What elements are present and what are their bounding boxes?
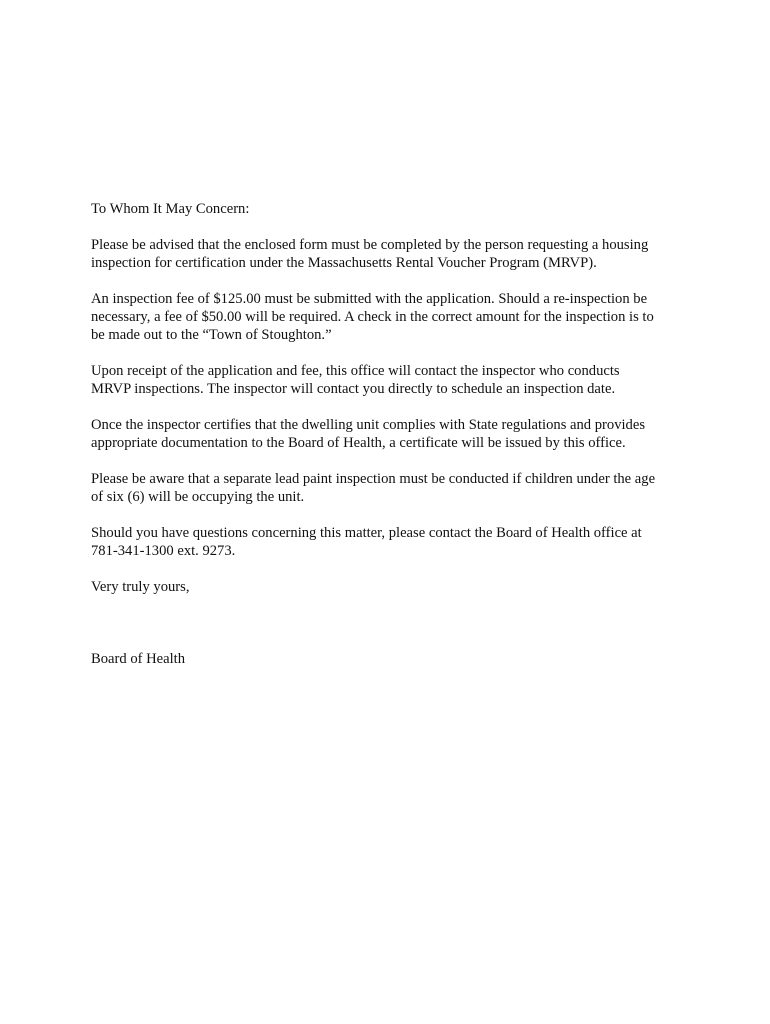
text-line: MRVP inspections. The inspector will contact you directly to schedule an inspection date. bbox=[91, 381, 616, 397]
paragraph-gap bbox=[91, 398, 691, 416]
text-line: Should you have questions concerning this matter, please contact the Board of Health office at bbox=[91, 525, 642, 541]
closing bbox=[91, 578, 691, 596]
letter-body bbox=[91, 200, 691, 668]
signature-space bbox=[91, 596, 691, 650]
text-line: Upon receipt of the application and fee, this office will contact the inspector who conducts bbox=[91, 363, 620, 379]
text-line: inspection for certification under the Massachusetts Rental Voucher Program (MRVP). bbox=[91, 255, 597, 271]
text-line: Please be advised that the enclosed form must be completed by the person requesting a housing bbox=[91, 237, 649, 253]
text-line: Please be aware that a separate lead paint inspection must be conducted if children under the age bbox=[91, 471, 656, 487]
paragraph-inspection-fee bbox=[91, 290, 691, 344]
text-line: Once the inspector certifies that the dwelling unit complies with State regulations and provides bbox=[91, 417, 646, 433]
salutation bbox=[91, 200, 691, 218]
paragraph-inspector-contact bbox=[91, 362, 691, 398]
text-line: 781-341-1300 ext. 9273. bbox=[91, 543, 236, 559]
text-line: be made out to the “Town of Stoughton.” bbox=[91, 327, 332, 343]
paragraph-gap bbox=[91, 344, 691, 362]
text-line: of six (6) will be occupying the unit. bbox=[91, 489, 305, 505]
paragraph-gap bbox=[91, 506, 691, 524]
text-line: appropriate documentation to the Board of Health, a certificate will be issued by this office. bbox=[91, 435, 626, 451]
paragraph-gap bbox=[91, 272, 691, 290]
closing-line: Very truly yours, bbox=[91, 579, 190, 595]
salutation-line: To Whom It May Concern: bbox=[91, 201, 250, 217]
text-line: An inspection fee of $125.00 must be submitted with the application. Should a re-inspection be bbox=[91, 291, 648, 307]
paragraph-lead-paint bbox=[91, 470, 691, 506]
signature-line: Board of Health bbox=[91, 651, 186, 667]
paragraph-gap bbox=[91, 452, 691, 470]
paragraph-certificate bbox=[91, 416, 691, 452]
paragraph-form-requirement bbox=[91, 236, 691, 272]
paragraph-gap bbox=[91, 560, 691, 578]
paragraph-questions bbox=[91, 524, 691, 560]
text-line: necessary, a fee of $50.00 will be required. A check in the correct amount for the inspection is to bbox=[91, 309, 654, 325]
paragraph-gap bbox=[91, 218, 691, 236]
signature bbox=[91, 650, 691, 668]
